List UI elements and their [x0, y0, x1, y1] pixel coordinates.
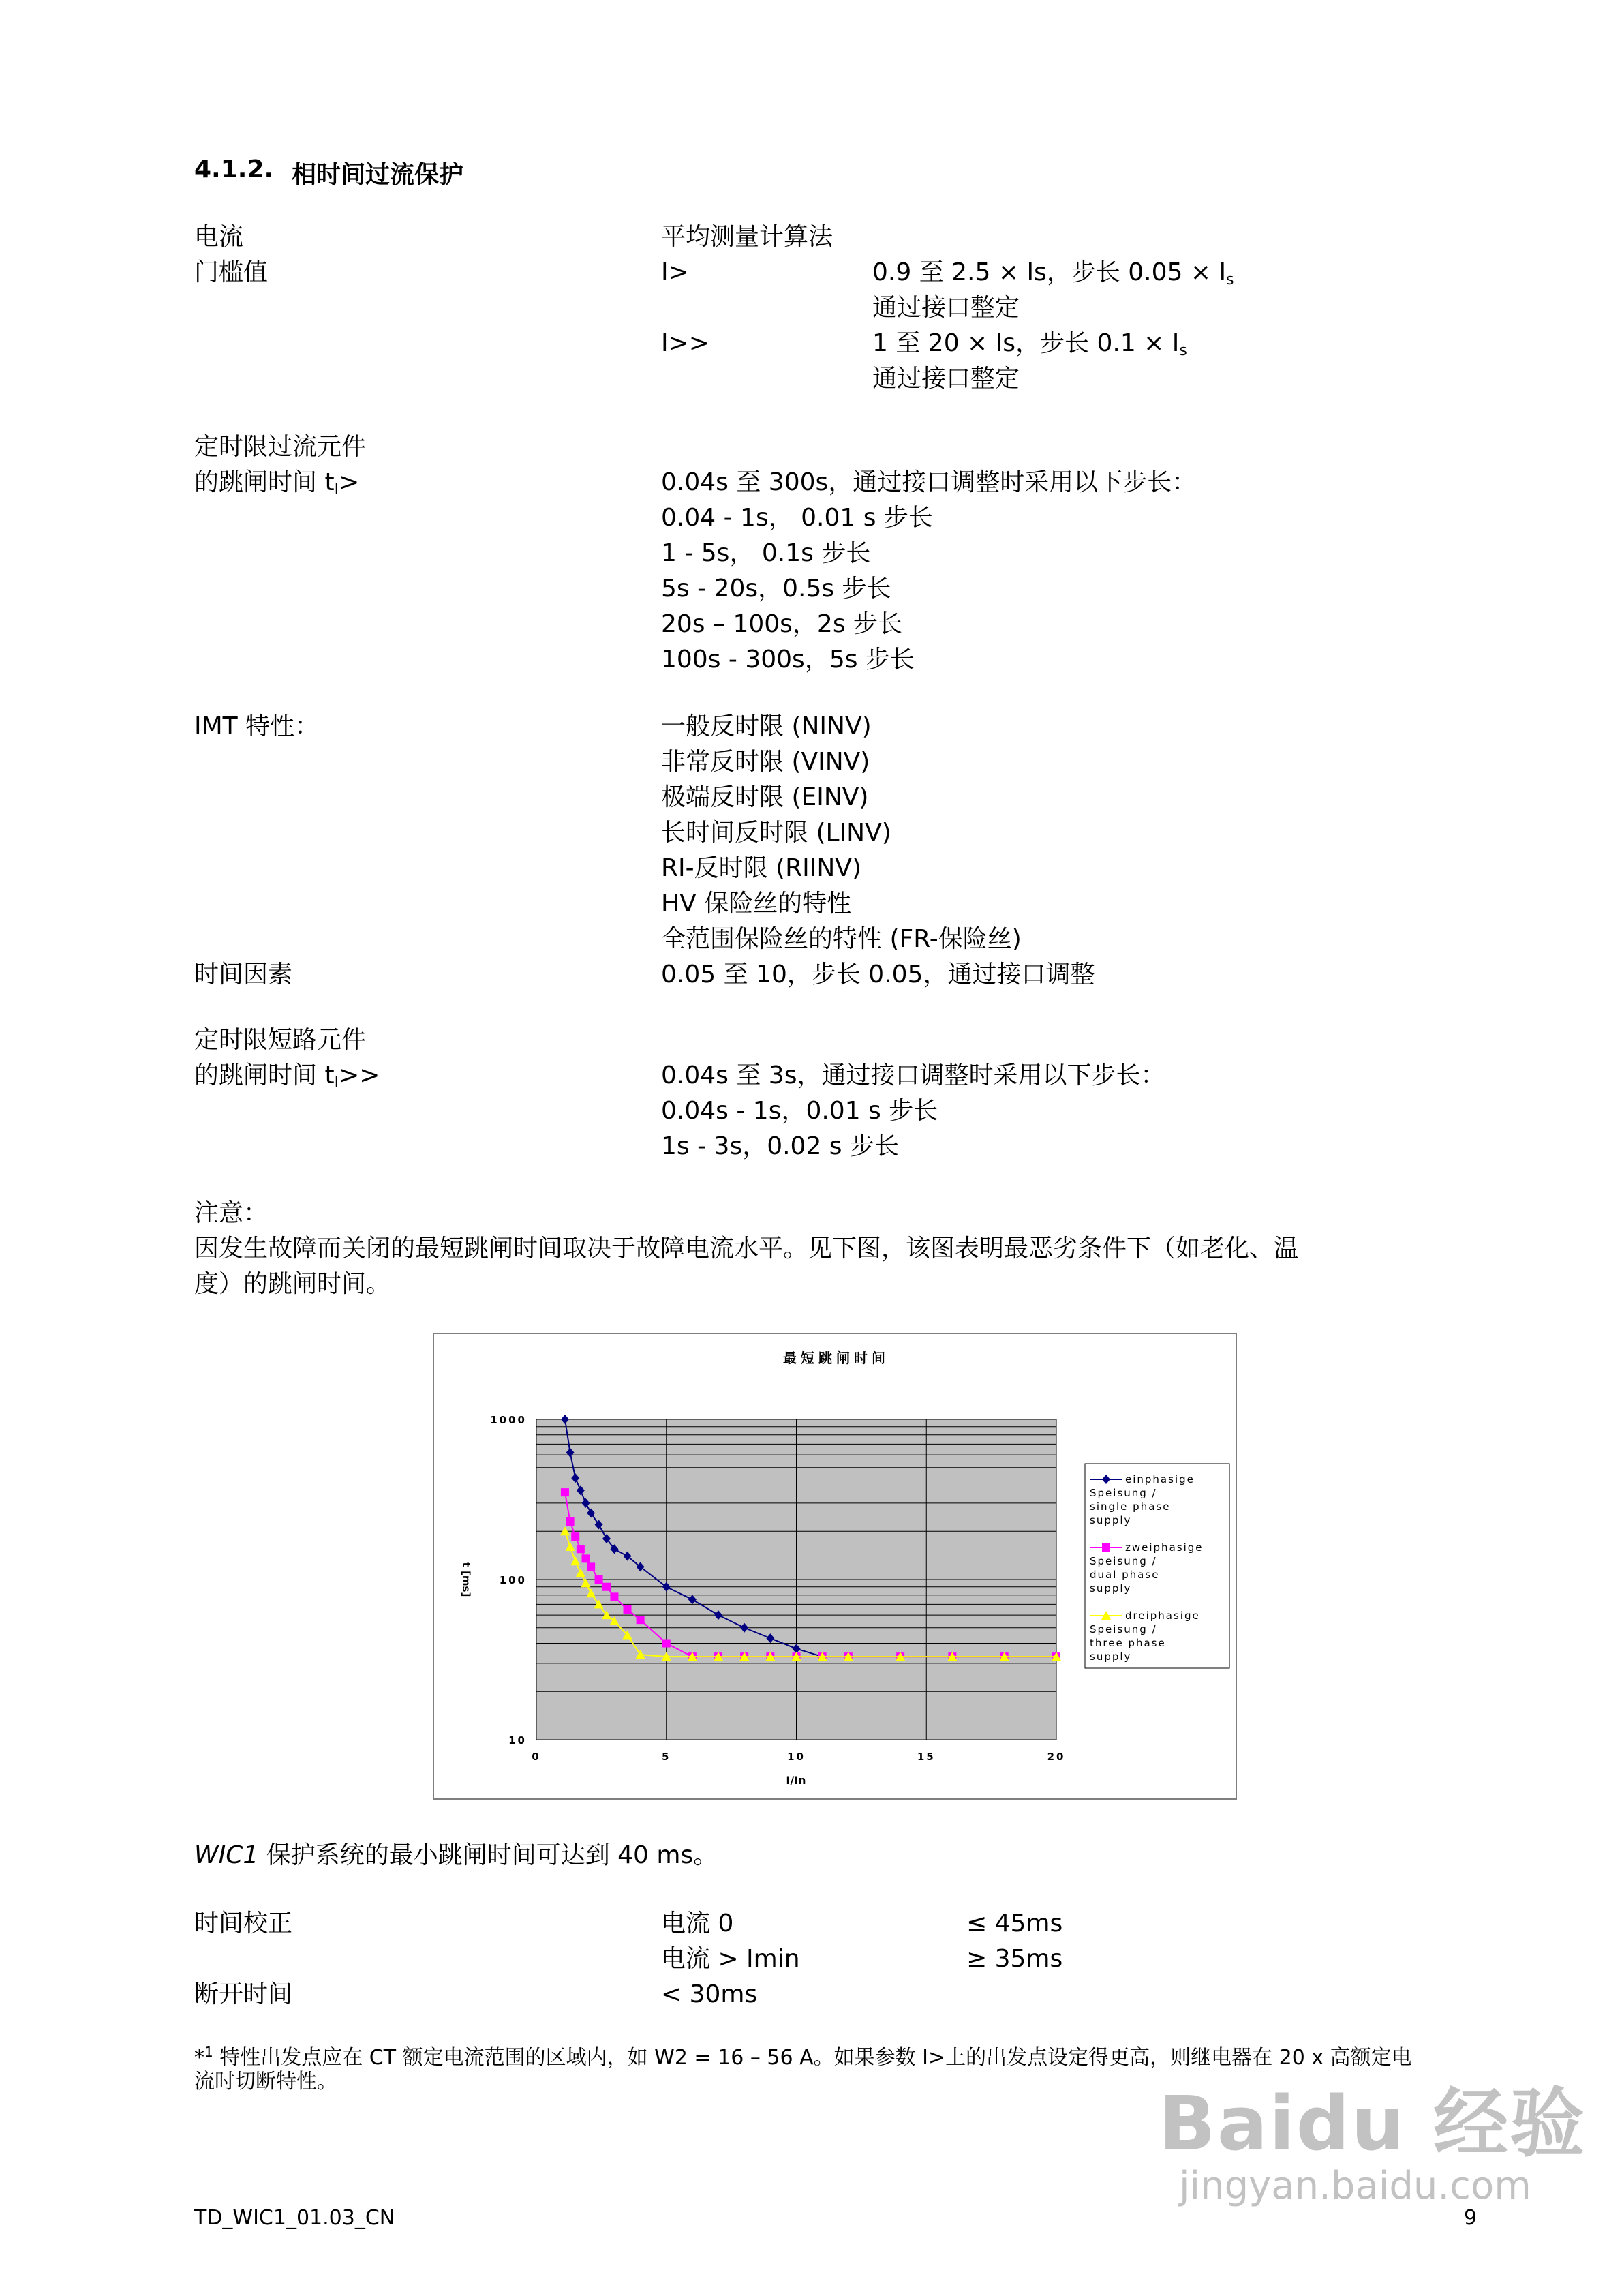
threshold-value-1: 0.9 至 2.5 × Is，步长 $0.05 \times I_s$ — [872, 258, 1234, 288]
data-point — [662, 1640, 671, 1648]
threshold-value-2: 1 至 20 × Is，步长 $0.1 \times I_s$ — [872, 329, 1187, 359]
time-correction-label: 时间校正 — [194, 1909, 293, 1937]
time-correction-cond: 电流 0 — [661, 1909, 734, 1937]
watermark-url: jingyan.baidu.com — [1179, 2164, 1531, 2208]
chart-title: 最短跳闸时间 — [783, 1350, 889, 1366]
def-overcurrent-label-1: 定时限过流元件 — [194, 433, 367, 461]
def-overcurrent-line: 5s - 20s，0.5s 步长 — [661, 575, 891, 603]
current-value: 平均测量计算法 — [661, 223, 833, 251]
def-short-line: 0.04s 至 3s，通过接口调整时采用以下步长： — [661, 1061, 1165, 1089]
open-time-value: < 30ms — [661, 1980, 758, 2008]
data-point — [637, 1616, 645, 1624]
note-line-1: 因发生故障而关闭的最短跳闸时间取决于故障电流水平。见下图，该图表明最恶劣条件下（如老化、温 — [194, 1235, 1299, 1263]
threshold-key-1: I> — [661, 258, 689, 286]
time-factor-value: 0.05 至 10，步长 0.05，通过接口调整 — [661, 961, 1095, 988]
footer-doc-id: TD_WIC1_01.03_CN — [194, 2206, 395, 2230]
def-overcurrent-line: 1 - 5s， 0.1s 步长 — [661, 539, 871, 567]
def-short-label-1: 定时限短路元件 — [194, 1026, 367, 1054]
imt-line: 极端反时限 (EINV) — [661, 783, 869, 811]
imt-label: IMT 特性： — [194, 712, 320, 740]
note-label: 注意： — [194, 1199, 269, 1227]
data-point — [581, 1554, 590, 1562]
page-number: 9 — [1464, 2206, 1478, 2230]
def-overcurrent-line: 0.04s 至 300s，通过接口调整时采用以下步长： — [661, 468, 1197, 496]
x-tick-label: 5 — [662, 1751, 671, 1763]
threshold-note-1: 通过接口整定 — [872, 294, 1020, 322]
time-correction-cond: 电流 > Imin — [661, 1945, 800, 1973]
legend-label: zweiphasige Speisung / dual phase supply — [1090, 1541, 1204, 1595]
legend-label: dreiphasige Speisung / three phase supply — [1090, 1610, 1200, 1663]
data-point — [561, 1488, 569, 1496]
data-point — [595, 1575, 603, 1584]
data-point — [1102, 1543, 1110, 1552]
watermark-brand: Baidu 经验 — [1159, 2080, 1587, 2167]
x-tick-label: 10 — [787, 1751, 806, 1763]
def-overcurrent-line: 20s – 100s，2s 步长 — [661, 610, 903, 638]
y-tick-label: 10 — [508, 1734, 527, 1747]
footnote-line-2: 流时切断特性。 — [194, 2070, 337, 2094]
current-label: 电流 — [194, 223, 244, 251]
threshold-note-2: 通过接口整定 — [872, 365, 1020, 393]
time-factor-label: 时间因素 — [194, 961, 293, 988]
trip-time-chart — [433, 1333, 1237, 1800]
imt-line: HV 保险丝的特性 — [661, 890, 852, 918]
imt-line: 一般反时限 (NINV) — [661, 712, 872, 740]
def-short-label-2: 的跳闸时间 $t_I>>$ — [194, 1061, 380, 1091]
note-line-2: 度）的跳闸时间。 — [194, 1270, 391, 1298]
def-short-line: 1s - 3s，0.02 s 步长 — [661, 1132, 899, 1160]
section-number: 4.1.2. — [194, 155, 274, 183]
def-overcurrent-line: 100s - 300s，5s 步长 — [661, 646, 915, 674]
x-axis-label: I/In — [786, 1774, 806, 1787]
wic1-statement: WIC1 保护系统的最小跳闸时间可达到 40 ms。 — [194, 1841, 718, 1869]
def-overcurrent-line: 0.04 - 1s， 0.01 s 步长 — [661, 504, 933, 532]
imt-line: 非常反时限 (VINV) — [661, 748, 870, 776]
y-tick-label: 1000 — [490, 1414, 527, 1426]
time-correction-value: ≤ 45ms — [966, 1909, 1063, 1937]
data-point — [610, 1592, 618, 1601]
section-title: 相时间过流保护 — [292, 161, 464, 189]
data-point — [577, 1545, 585, 1553]
x-tick-label: 0 — [532, 1751, 541, 1763]
baidu-watermark — [1159, 2080, 1587, 2208]
grid-lines — [536, 1419, 1056, 1740]
legend-label: einphasige Speisung / single phase supply — [1090, 1473, 1195, 1526]
data-point — [571, 1532, 579, 1541]
data-point — [566, 1517, 575, 1526]
data-point — [587, 1562, 595, 1571]
imt-line: 全范围保险丝的特性 (FR-保险丝) — [661, 925, 1022, 953]
open-time-label: 断开时间 — [194, 1980, 293, 2008]
imt-line: 长时间反时限 (LINV) — [661, 819, 891, 847]
threshold-key-2: I>> — [661, 329, 709, 357]
chart-svg — [434, 1334, 1236, 1798]
def-overcurrent-label-2: 的跳闸时间 $t_I>$ — [194, 468, 360, 498]
x-tick-label: 20 — [1047, 1751, 1066, 1763]
time-correction-value: ≥ 35ms — [966, 1945, 1063, 1973]
data-point — [624, 1605, 632, 1614]
data-point — [602, 1583, 611, 1591]
x-tick-label: 15 — [917, 1751, 936, 1763]
footnote-line-1: *$^1$ 特性出发点应在 CT 额定电流范围的区域内，如 W2 = 16 – 56 A。如果参数 I>上的出发点设定得更高，则继电器在 20 x 高额定电 — [194, 2044, 1412, 2070]
threshold-label: 门槛值 — [194, 258, 269, 286]
def-short-line: 0.04s - 1s，0.01 s 步长 — [661, 1097, 938, 1125]
y-tick-label: 100 — [499, 1574, 527, 1586]
y-axis-label: t [ms] — [460, 1562, 472, 1597]
imt-line: RI-反时限 (RIINV) — [661, 854, 861, 882]
